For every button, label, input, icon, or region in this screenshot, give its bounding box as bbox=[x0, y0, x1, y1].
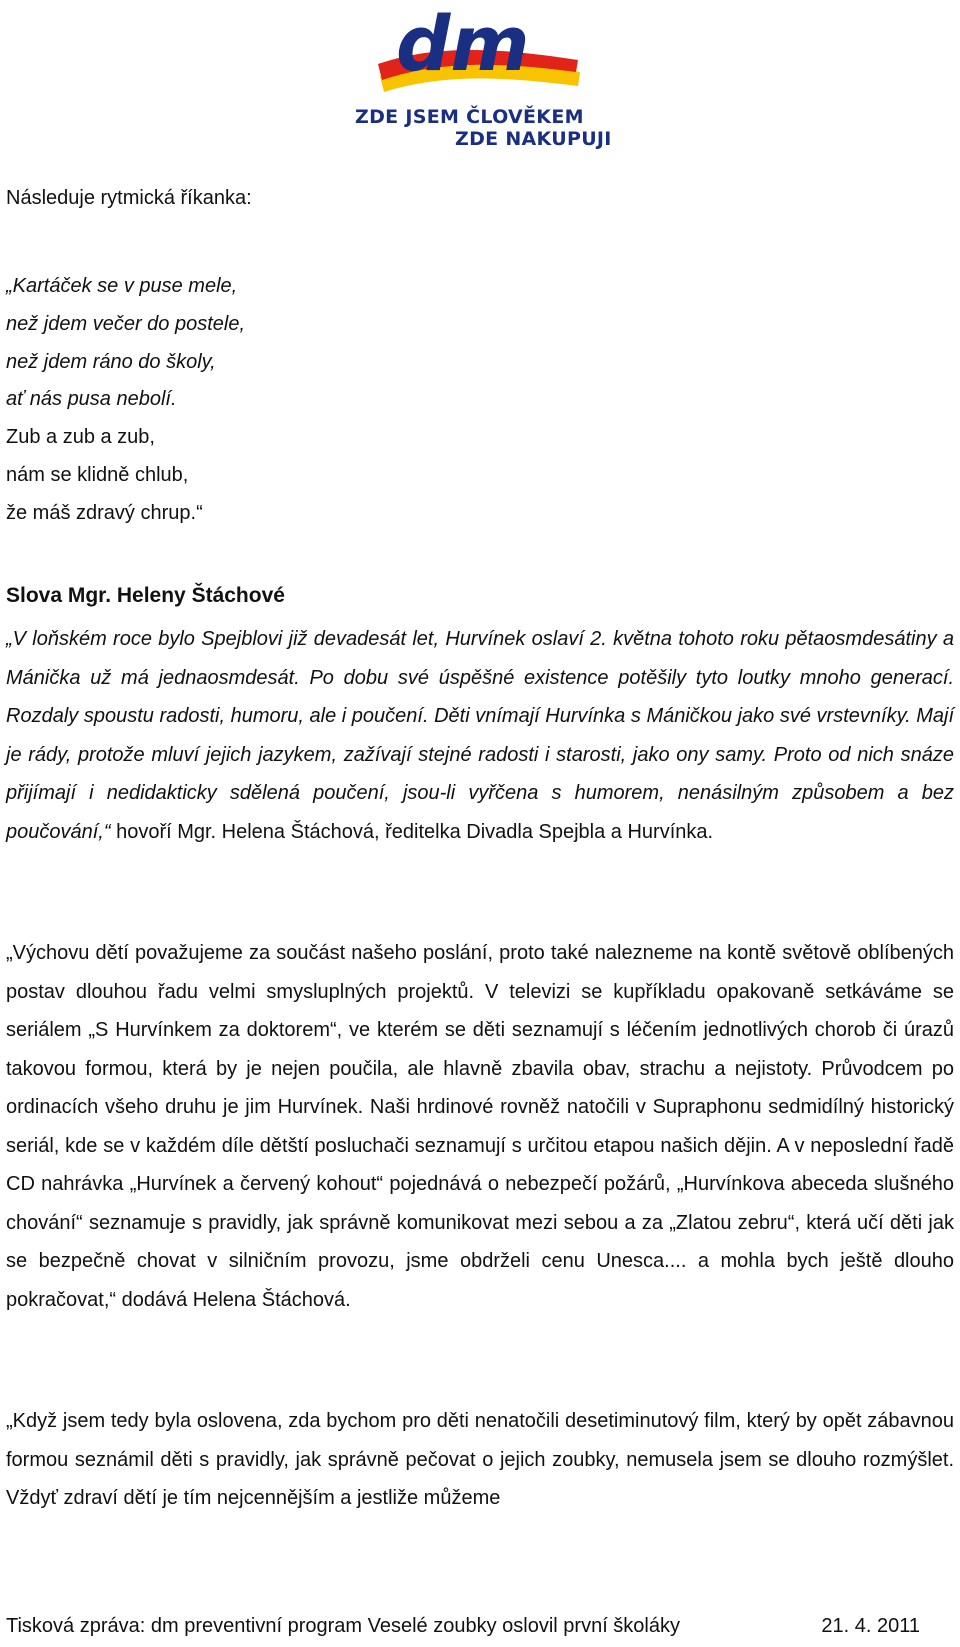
rhyme-poem bbox=[6, 268, 245, 533]
intro-line: Následuje rytmická říkanka: bbox=[6, 187, 252, 209]
paragraph-3 bbox=[6, 1402, 954, 1518]
poem-line: že máš zdravý chrup.“ bbox=[6, 501, 203, 524]
poem-line: nám se klidně chlub, bbox=[6, 463, 189, 486]
poem-line: „Kartáček se v puse mele, bbox=[6, 275, 238, 297]
section-title: Slova Mgr. Heleny Štáchové bbox=[6, 584, 285, 607]
paragraph-2-quote: „Výchovu dětí považujeme za součást našeho poslání, proto také nalezneme na kontě světově oblíbených postav dlouhou řadu velmi smysluplných projektů. V televizi se kupříkladu opakovaně setkáváme se seriálem „S Hurvínkem za doktorem“, ve kterém se děti seznamují s léčením jednotlivých chorob či úrazů takovou formou, která by je nejen poučila, ale hlavně zbavila obav, strachu a nejistoty. Průvodcem po ordinacích všeho druhu je jim Hurvínek. Naši hrdinové rovněž natočili v Supraphonu sedmidílný historický seriál, kde se v každém díle dětští posluchači seznamují s určitou etapou našich dějin. A v neposlední řadě CD nahrávka „Hurvínek a červený kohout“ pojednává o nebezpečí požárů, „Hurvínkova abeceda slušného chování“ seznamuje s pravidly, jak správně komunikovat mezi sebou a za „Zlatou zebru“, která učí děti jak se bezpečně chovat v silničním provozu, jsme obdrželi cenu Unesca.... a mohla bych ještě dlouho pokračovat,“ bbox=[6, 942, 954, 1311]
poem-line: než jdem večer do postele, bbox=[6, 312, 246, 335]
footer-date: 21. 4. 2011 bbox=[821, 1615, 920, 1637]
paragraph-1-quote: „V loňském roce bylo Spejblovi již devadesát let, Hurvínek oslaví 2. května tohoto roku pětaosmdesátiny a Mánička už má jednaosmdesát. Po dobu své úspěšné existence potěšily tyto loutky mnoho generací. Rozdaly spoustu radosti, humoru, ale i poučení. Děti vnímají Hurvínka s Máničkou jako své vrstevníky. Mají je rády, protože mluví jejich jazykem, zažívají stejné radosti i starosti, jako ony samy. Proto od nich snáze přijímají i nedidakticky sdělená poučení, jsou-li vyřčena s humorem, nenásilným způsobem a bez poučování,“ bbox=[6, 628, 954, 843]
dm-logo bbox=[352, 2, 612, 152]
paragraph-3-quote: „Když jsem tedy byla oslovena, zda bychom pro děti nenatočili desetiminutový film, který by opět zábavnou formou seznámil děti s pravidly, jak správně pečovat o jejich zoubky, nemusela jsem se dlouho rozmýšlet. Vždyť zdraví dětí je tím nejcennějším a jestliže můžeme bbox=[6, 1410, 954, 1509]
paragraph-2 bbox=[6, 934, 954, 1319]
paragraph-2-attribution: dodává Helena Štáchová. bbox=[116, 1288, 351, 1311]
paragraph-1-attribution: hovoří Mgr. Helena Štáchová, ředitelka Divadla Spejbla a Hurvínka. bbox=[110, 820, 714, 843]
dm-logo-mark bbox=[352, 2, 612, 106]
paragraph-1 bbox=[6, 620, 954, 851]
logo-slogan-line1: ZDE JSEM ČLOVĚKEM bbox=[355, 106, 584, 128]
footer-title: Tisková zpráva: dm preventivní program Veselé zoubky oslovil první školáky bbox=[6, 1615, 680, 1637]
logo-dm-text: dm bbox=[396, 2, 530, 88]
poem-line: než jdem ráno do školy, bbox=[6, 350, 216, 373]
poem-line: ať nás pusa nebolí. bbox=[6, 388, 177, 411]
poem-line: Zub a zub a zub, bbox=[6, 426, 155, 449]
page-footer bbox=[6, 1612, 920, 1640]
logo-slogan-line2: ZDE NAKUPUJI bbox=[455, 128, 612, 150]
